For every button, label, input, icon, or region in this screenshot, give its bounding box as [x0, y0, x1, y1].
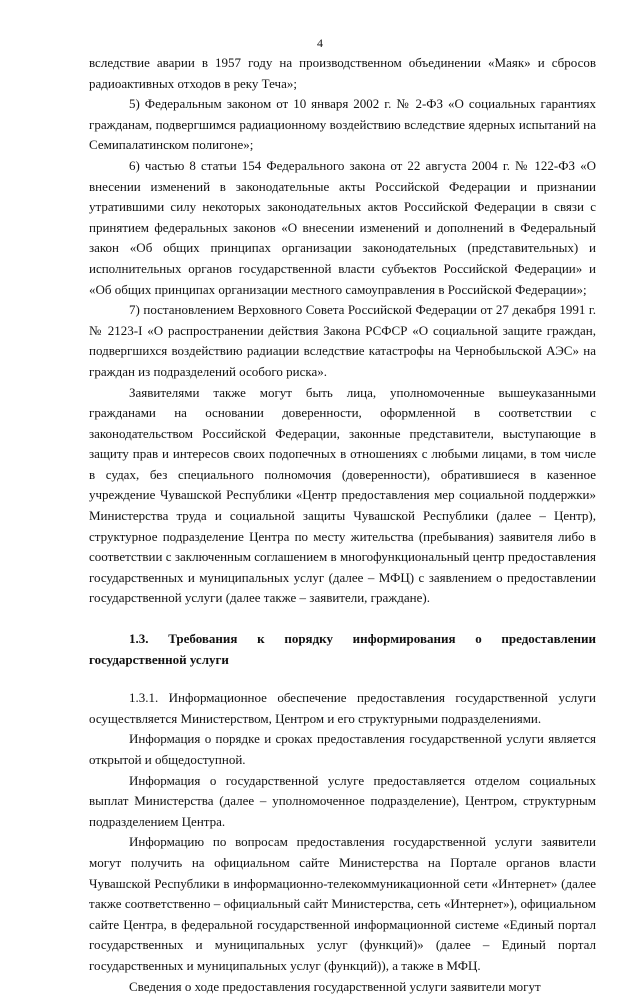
page-number: 4 [317, 36, 323, 50]
paragraph-item-7: 7) постановлением Верховного Совета Российской Федерации от 27 декабря 1991 г. № 2123-I «О распространении действия Закона РСФСР «О социальной защите граждан, подвергшихся воздействию радиации вследствие катастрофы на Чернобыльской АЭС» на граждан из подразделений особого риска». [89, 302, 596, 379]
paragraph-info-sources: Информацию по вопросам предоставления государственной услуги заявители могут получить на официальном сайте Министерства на Портале органов власти Чувашской Республики в информационно-телекоммуникационной сети «Интернет» (далее также соответственно – официальный сайт Министерства, сеть «Интернет»), официальном сайте Центра, в федеральной государственной информационной системе «Единый портал государственных и муниципальных услуг (функций)» (далее – Единый портал государственных и муниципальных услуг (функций)), а также в МФЦ. [89, 834, 596, 973]
paragraph-info-open: Информация о порядке и сроках предоставления государственной услуги является открытой и общедоступной. [89, 731, 596, 767]
paragraph-1-3-1: 1.3.1. Информационное обеспечение предоставления государственной услуги осуществляется Министерством, Центром и его структурными подразделениями. [89, 690, 596, 726]
section-heading: 1.3. Требования к порядку информирования о предоставлении государственной услуги [89, 631, 596, 667]
paragraph-progress-info: Сведения о ходе предоставления государственной услуги заявители могут [129, 978, 541, 994]
paragraph-info-provided: Информация о государственной услуге предоставляется отделом социальных выплат Министерства (далее – уполномоченное подразделение), Центром, структурным подразделением Центра. [89, 772, 596, 829]
paragraph-continuation: вследствие аварии в 1957 году на производственном объединении «Маяк» и сбросов радиоактивных отходов в реку Теча»; [89, 55, 596, 91]
paragraph-item-5: 5) Федеральным законом от 10 января 2002 г. № 2-ФЗ «О социальных гарантиях гражданам, подвергшимся радиационному воздействию вследствие ядерных испытаний на Семипалатинском полигоне»; [89, 96, 596, 153]
paragraph-item-6: 6) частью 8 статьи 154 Федерального закона от 22 августа 2004 г. № 122-ФЗ «О внесении изменений в законодательные акты Российской Федерации и признании утратившими силу некоторых законодательных актов Российской Федерации в связи с принятием федеральных законов «О внесении изменений и дополнений в Федеральный закон «Об общих принципах организации законодательных (представительных) и исполнительных органов государственной власти субъектов Российской Федерации» и «Об общих принципах организации местного самоуправления в Российской Федерации»; [89, 157, 596, 297]
paragraph-applicants: Заявителями также могут быть лица, уполномоченные вышеуказанными гражданами на основании доверенности, оформленной в соответствии с законодательством Российской Федерации, законные представители, выступающие в защиту прав и интересов своих подопечных в отношениях с любыми лицами, в том числе в судах, без специального полномочия (доверенности), обратившиеся в казенное учреждение Чувашской Республики «Центр предоставления мер социальной поддержки» Министерства труда и социальной защиты Чувашской Республики (далее – Центр), структурное подразделение Центра по месту жительства (пребывания) заявителя либо в соответствии с заключенным соглашением в многофункциональный центр предоставления государственных и муниципальных услуг (далее – МФЦ) с заявлением о предоставлении государственной услуги (далее также – заявители, граждане). [89, 384, 596, 606]
document-body [89, 53, 596, 997]
